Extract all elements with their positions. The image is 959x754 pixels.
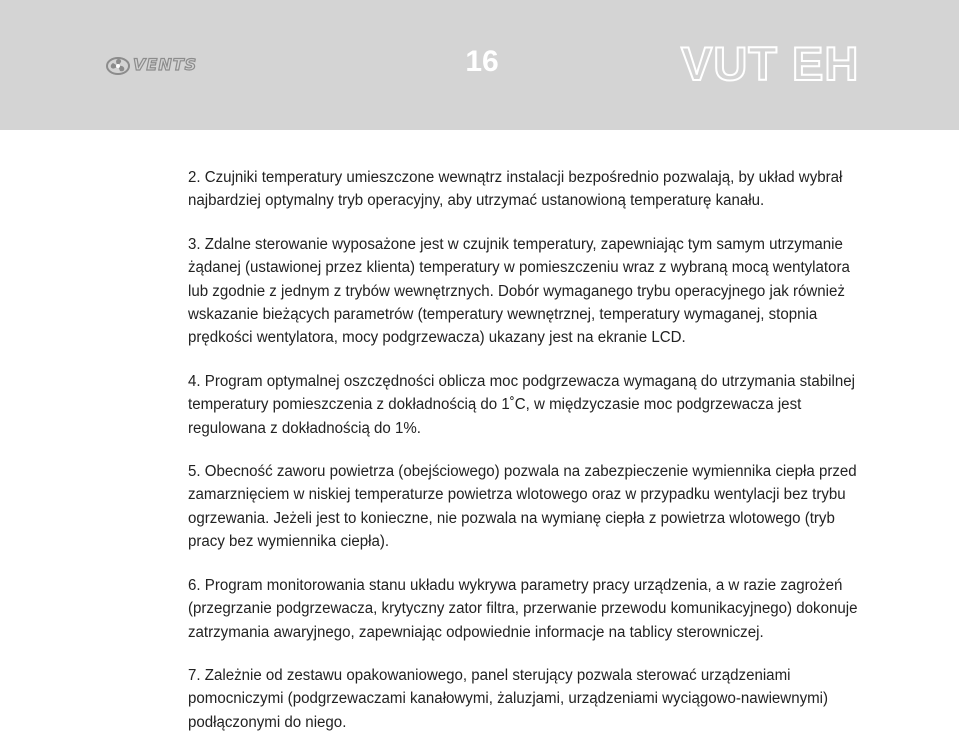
page-number: 16 [465, 45, 499, 78]
text-line: pomocniczymi (podgrzewaczami kanałowymi, żaluzjami, urządzeniami wyciągowo-nawiewnymi) [188, 690, 829, 708]
text-line: wskazanie bieżących parametrów (temperatury wewnętrznej, temperatury wymaganej, stopnia [188, 306, 818, 324]
text-line: ogrzewania. Jeżeli jest to konieczne, nie pozwala na wymianę ciepła z powietrza wlotowego (tryb [188, 509, 835, 527]
text-line: najbardziej optymalny tryb operacyjny, aby utrzymać ustanowioną temperaturę kanału. [188, 192, 765, 210]
fan-icon [106, 54, 132, 78]
logo-wordmark: VENTS [133, 55, 198, 74]
text-line: 3. Zdalne sterowanie wyposażone jest w czujnik temperatury, zapewniając tym samym utrzymanie [188, 235, 843, 253]
list-item [188, 166, 903, 213]
text-line: zamarznięciem w niskiej temperaturze powietrza wlotowego oraz w przypadku wentylacji bez trybu [188, 486, 846, 504]
list-item [188, 233, 903, 350]
text-line: 2. Czujniki temperatury umieszczone wewnątrz instalacji bezpośrednio pozwalają, by układ wybrał [188, 169, 843, 186]
text-line: zatrzymania awaryjnego, zapewniając odpowiednie informacje na tablicy sterowniczej. [188, 623, 764, 641]
text-line: żądanej (ustawionej przez klienta) temperatury w pomieszczeniu wraz z wybraną mocą wentylatora [188, 259, 850, 277]
text-line: temperatury pomieszczenia z dokładnością do 1˚C, w międzyczasie moc podgrzewacza jest [188, 396, 802, 414]
list-item [188, 370, 903, 440]
text-line: pracy bez wymiennika ciepła). [188, 533, 390, 551]
text-line: lub zgodnie z jednym z trybów wewnętrznych. Dobór wymaganego trybu operacyjnego jak również [188, 282, 845, 300]
text-line: 7. Zależnie od zestawu opakowaniowego, panel sterujący pozwala sterować urządzeniami [188, 666, 791, 684]
list-item [188, 574, 903, 644]
text-line: podłączonymi do niego. [188, 713, 347, 731]
text-line: (przegrzanie podgrzewacza, krytyczny zator filtra, przerwanie przewodu komunikacyjnego) dokonuje [188, 600, 858, 618]
text-line: 4. Program optymalnej oszczędności oblicza moc podgrzewacza wymaganą do utrzymania stabilnej [188, 372, 855, 390]
document-body [188, 166, 903, 754]
list-item [188, 664, 903, 734]
page-header [0, 0, 959, 130]
text-line: 6. Program monitorowania stanu układu wykrywa parametry pracy urządzenia, a w razie zagrożeń [188, 576, 843, 594]
list-item [188, 460, 903, 554]
text-line: regulowana z dokładnością do 1%. [188, 419, 421, 437]
model-title: VUT EH [681, 37, 860, 90]
vents-logo [106, 54, 226, 78]
text-line: 5. Obecność zaworu powietrza (obejściowego) pozwala na zabezpieczenie wymiennika ciepła przed [188, 463, 857, 481]
text-line: prędkości wentylatora, mocy podgrzewacza) ukazany jest na ekranie LCD. [188, 329, 686, 347]
